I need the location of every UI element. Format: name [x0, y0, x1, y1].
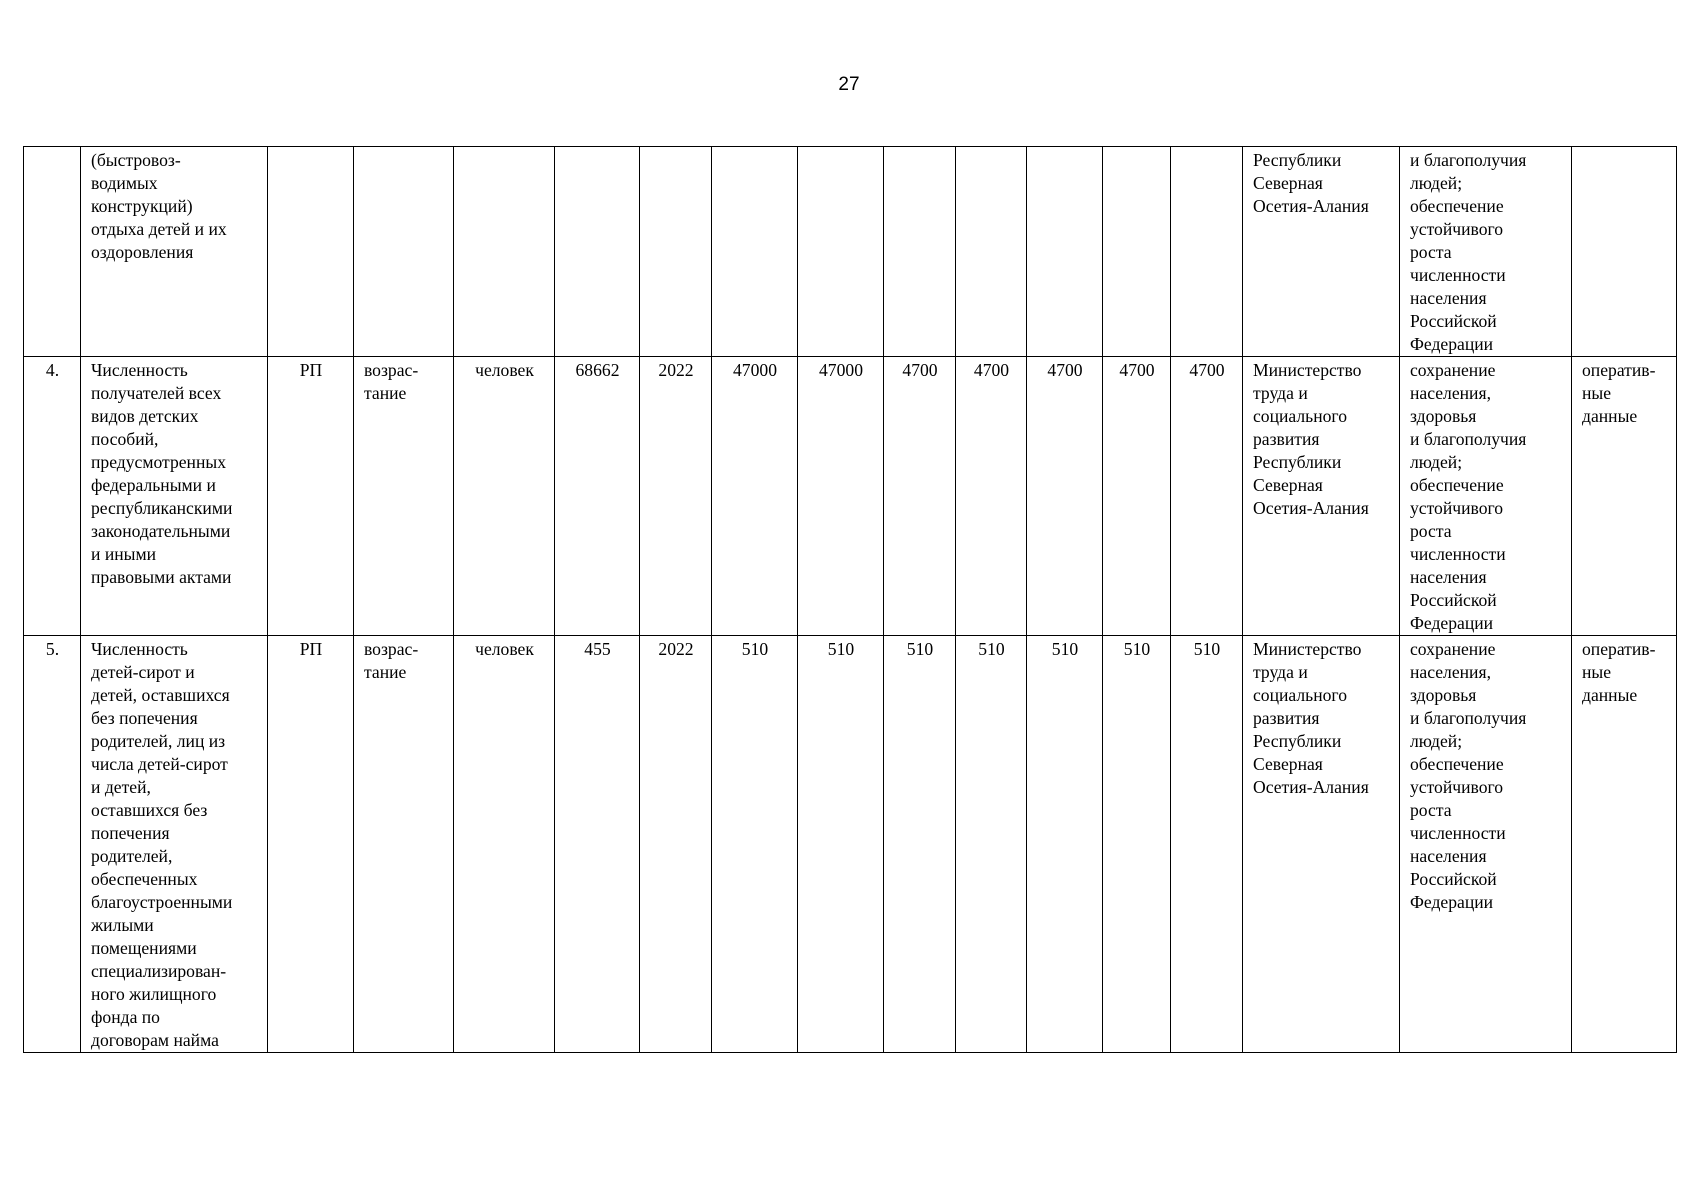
value-cell-6: 4700: [1103, 357, 1171, 636]
indicator-name-cell: Численность детей-сирот и детей, оставшихся без попечения родителей, лиц из числа детей-сирот и детей, оставшихся без попечения родителей, обеспеченных благоустроенными жилыми помещениями специализирован- ного жилищного фонда по договорам найма: [81, 636, 268, 1053]
base-value-cell: 68662: [555, 357, 640, 636]
trend-cell: [354, 147, 454, 357]
value-cell-4: 510: [956, 636, 1027, 1053]
unit-cell: человек: [454, 357, 555, 636]
source-cell: оператив- ные данные: [1572, 357, 1677, 636]
row-number-cell: [24, 147, 81, 357]
base-year-cell: [640, 147, 712, 357]
base-year-cell: 2022: [640, 636, 712, 1053]
value-cell-1: 510: [712, 636, 798, 1053]
value-cell-7: [1171, 147, 1243, 357]
trend-cell: возрас- тание: [354, 636, 454, 1053]
goal-cell: и благополучия людей; обеспечение устойчивого роста численности населения Российской Федерации: [1400, 147, 1572, 357]
indicators-table-body: [24, 147, 1677, 1053]
value-cell-5: 510: [1027, 636, 1103, 1053]
responsible-cell: Республики Северная Осетия-Алания: [1243, 147, 1400, 357]
unit-cell: человек: [454, 636, 555, 1053]
table-row: [24, 636, 1677, 1053]
value-cell-5: 4700: [1027, 357, 1103, 636]
goal-cell: сохранение населения, здоровья и благополучия людей; обеспечение устойчивого роста численности населения Российской Федерации: [1400, 357, 1572, 636]
trend-cell: возрас- тание: [354, 357, 454, 636]
responsible-cell: Министерство труда и социального развития Республики Северная Осетия-Алания: [1243, 357, 1400, 636]
base-year-cell: 2022: [640, 357, 712, 636]
goal-cell: сохранение населения, здоровья и благополучия людей; обеспечение устойчивого роста численности населения Российской Федерации: [1400, 636, 1572, 1053]
value-cell-1: [712, 147, 798, 357]
value-cell-5: [1027, 147, 1103, 357]
level-cell: [268, 147, 354, 357]
value-cell-2: 47000: [798, 357, 884, 636]
value-cell-6: [1103, 147, 1171, 357]
base-value-cell: 455: [555, 636, 640, 1053]
value-cell-3: 510: [884, 636, 956, 1053]
row-number-cell: 4.: [24, 357, 81, 636]
source-cell: [1572, 147, 1677, 357]
value-cell-2: [798, 147, 884, 357]
value-cell-7: 4700: [1171, 357, 1243, 636]
level-cell: РП: [268, 357, 354, 636]
source-cell: оператив- ные данные: [1572, 636, 1677, 1053]
value-cell-6: 510: [1103, 636, 1171, 1053]
unit-cell: [454, 147, 555, 357]
value-cell-2: 510: [798, 636, 884, 1053]
responsible-cell: Министерство труда и социального развития Республики Северная Осетия-Алания: [1243, 636, 1400, 1053]
indicator-name-cell: Численность получателей всех видов детских пособий, предусмотренных федеральными и республиканскими законодательными и иными правовыми актами: [81, 357, 268, 636]
value-cell-7: 510: [1171, 636, 1243, 1053]
page-number: 27: [838, 74, 860, 95]
value-cell-4: 4700: [956, 357, 1027, 636]
table-row: [24, 147, 1677, 357]
value-cell-3: [884, 147, 956, 357]
level-cell: РП: [268, 636, 354, 1053]
value-cell-1: 47000: [712, 357, 798, 636]
table-row: [24, 357, 1677, 636]
value-cell-3: 4700: [884, 357, 956, 636]
base-value-cell: [555, 147, 640, 357]
indicators-table: [23, 146, 1677, 1053]
value-cell-4: [956, 147, 1027, 357]
row-number-cell: 5.: [24, 636, 81, 1053]
indicator-name-cell: (быстровоз- водимых конструкций) отдыха детей и их оздоровления: [81, 147, 268, 357]
